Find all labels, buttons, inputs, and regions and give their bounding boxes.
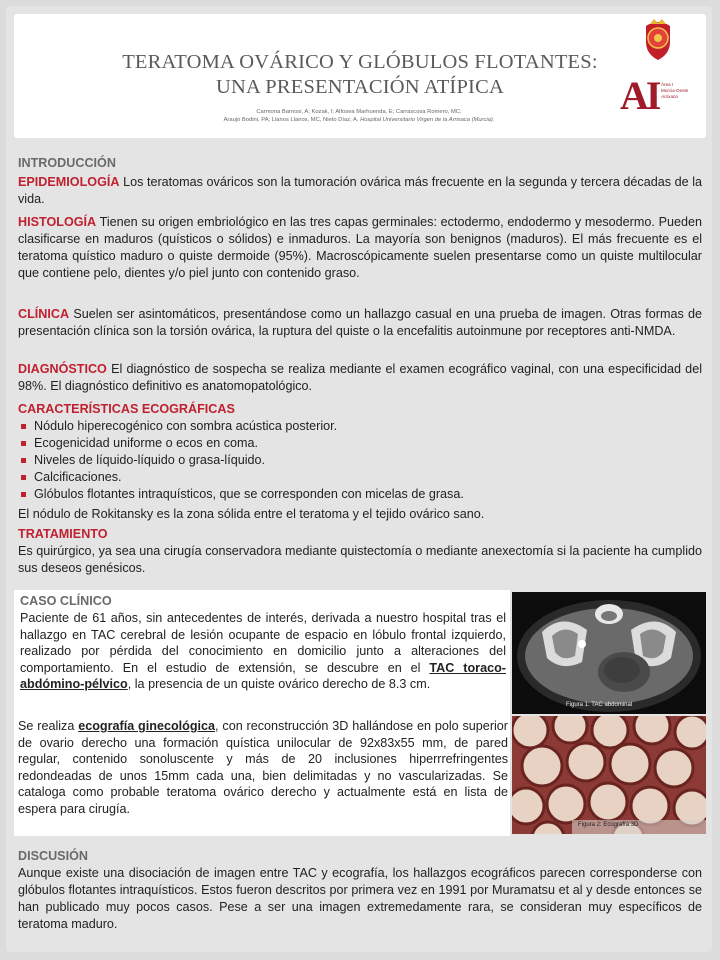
clinica-paragraph — [18, 306, 702, 340]
title-line-2: UNA PRESENTACIÓN ATÍPICA — [216, 76, 504, 98]
area-logo — [616, 70, 690, 124]
epidemiologia-paragraph — [18, 174, 702, 208]
area-logo-line: Área I — [661, 82, 674, 87]
list-item: Glóbulos flotantes intraquísticos, que se corresponden con micelas de grasa. — [18, 486, 702, 503]
ecografia-link: ecografía ginecológica — [78, 719, 216, 733]
diagnostico-text: El diagnóstico de sospecha se realiza mediante el examen ecográfico vaginal, con una especificidad del 98%. El diagnóstico definitivo es anatomopatológico. — [18, 362, 702, 393]
case-p1-text: Paciente de 61 años, sin antecedentes de interés, derivada a nuestro hospital tras el hallazgo en TAC cerebral de lesión ocupante de espacio en lóbulo frontal izquierdo, realizado por pérdida del conocimiento en domicilio junto a alteraciones del comportamiento. En el estudio de extensión, se descubre en el — [20, 611, 506, 675]
area-logo-line: Murcia Oeste — [661, 88, 689, 93]
intro-heading: INTRODUCCIÓN — [18, 156, 116, 170]
ct-scan-image — [512, 592, 706, 714]
case-paragraph-2 — [18, 718, 508, 817]
tac-link: TAC toraco-abdómino-pélvico — [20, 660, 506, 691]
eco-heading: CARACTERÍSTICAS ECOGRÁFICAS — [18, 402, 235, 416]
authors — [194, 108, 524, 124]
university-crest-icon — [638, 16, 678, 62]
intro-heading-block — [18, 155, 702, 172]
authors-names: Araujo Bodini, PA; Llanos Llanos, MC, Nieto Díaz, A. — [223, 117, 359, 123]
case-panel — [14, 590, 510, 836]
case-p1-text-end: , la presencia de un quiste ovárico derecho de 8.3 cm. — [127, 677, 431, 691]
tratamiento-heading: TRATAMIENTO — [18, 527, 108, 541]
eco-list — [18, 418, 702, 503]
tratamiento-text: Es quirúrgico, ya sea una cirugía conservadora mediante quistectomía o mediante anexectomía si la paciente ha cumplido sus deseos genésicos. — [18, 544, 702, 575]
epidemiologia-label: EPIDEMIOLOGÍA — [18, 175, 120, 189]
authors-affiliation: Hospital Universitario Virgen de la Arrixaca (Murcia). — [360, 117, 495, 123]
histologia-label: HISTOLOGÍA — [18, 215, 97, 229]
diagnostico-label: DIAGNÓSTICO — [18, 362, 107, 376]
list-item: Calcificaciones. — [18, 469, 702, 486]
discusion-block — [18, 848, 702, 933]
figure-2-caption: Figura 2: Ecografía 3D — [578, 822, 639, 828]
authors-line-2 — [194, 116, 524, 124]
discusion-heading: DISCUSIÓN — [18, 849, 88, 863]
case-heading: CASO CLÍNICO — [20, 594, 112, 608]
histologia-paragraph — [18, 214, 702, 282]
tratamiento-block — [18, 526, 702, 577]
histologia-text: Tienen su origen embriológico en las tres capas germinales: ectodermo, endodermo y mesodermo. Pueden clasificarse en maduros (quísticos o sólidos) e inmaduros. La mayoría son benignos (maduros). El más frecuente es el teratoma quístico maduro o quiste dermoide (95%). Macroscópicamente suelen presentarse como un quiste multilocular que contiene pelo, dientes y/o piel junto con contenido graso. — [18, 215, 702, 280]
case-p2-text-end: , con reconstrucción 3D hallándose en polo superior de ovario derecho una formación quística unilocular de 92x83x55 mm, de pared regular, contenido sonoluscente y más de 20 inclusiones hiperrrefringentes redondeadas de unos 15mm cada una, bien delimitadas y no vascularizadas. Se cataloga como probable teratoma ovárico derecho y actualmente está en lista de espera para cirugía. — [18, 719, 509, 816]
title-line-1: TERATOMA OVÁRICO Y GLÓBULOS FLOTANTES: — [122, 51, 598, 73]
area-logo-text — [661, 82, 688, 100]
case-paragraph-1 — [20, 610, 506, 693]
clinica-label: CLÍNICA — [18, 307, 70, 321]
list-item: Nódulo hiperecogénico con sombra acústica posterior. — [18, 418, 702, 435]
discusion-text: Aunque existe una disociación de imagen entre TAC y ecografía, los hallazgos ecográficos parecen corresponderse con glóbulos flotantes intraquísticos. Estos fueron descritos por primera vez en 1991 por Muramatsu et al y desde entonces se han publicado muy pocos casos. Pese a ser una imagen extremedamente rara, se consideran muy específicos de teratoma maduro. — [18, 866, 702, 931]
eco-block — [18, 401, 702, 523]
ultrasound-3d-image — [512, 716, 706, 834]
epidemiologia-text: Los teratomas ováricos son la tumoración ovárica más frecuente en la segunda y tercera décadas de la vida. — [18, 175, 703, 206]
figure-ultrasound-3d — [512, 716, 706, 834]
figure-ct-scan — [512, 592, 706, 714]
authors-line-1: Carmona Barnosi, A; Kozak, I; Alfosea Marhuenda, E; Carrascosa Romero, MC; — [256, 109, 462, 115]
list-item: Ecogenicidad uniforme o ecos en coma. — [18, 435, 702, 452]
diagnostico-paragraph — [18, 361, 702, 395]
case-p2-text: Se realiza — [18, 719, 75, 733]
header — [14, 14, 706, 138]
rokitansky-text: El nódulo de Rokitansky es la zona sólida entre el teratoma y el tejido ovárico sano. — [18, 507, 485, 521]
list-item: Niveles de líquido-líquido o grasa-líquido. — [18, 452, 702, 469]
figure-1-caption: Figura 1: TAC abdominal — [566, 702, 633, 708]
clinica-text: Suelen ser asintomáticos, presentándose como un hallazgo casual en una prueba de imagen. Otras formas de presentación clínica son la torsión ovárica, la ruptura del quiste o la encefalitis autoinmune por receptores anti-NMDA. — [18, 307, 702, 338]
area-logo-letters: AI — [620, 73, 659, 118]
area-logo-line: Arrixaca — [661, 94, 678, 99]
